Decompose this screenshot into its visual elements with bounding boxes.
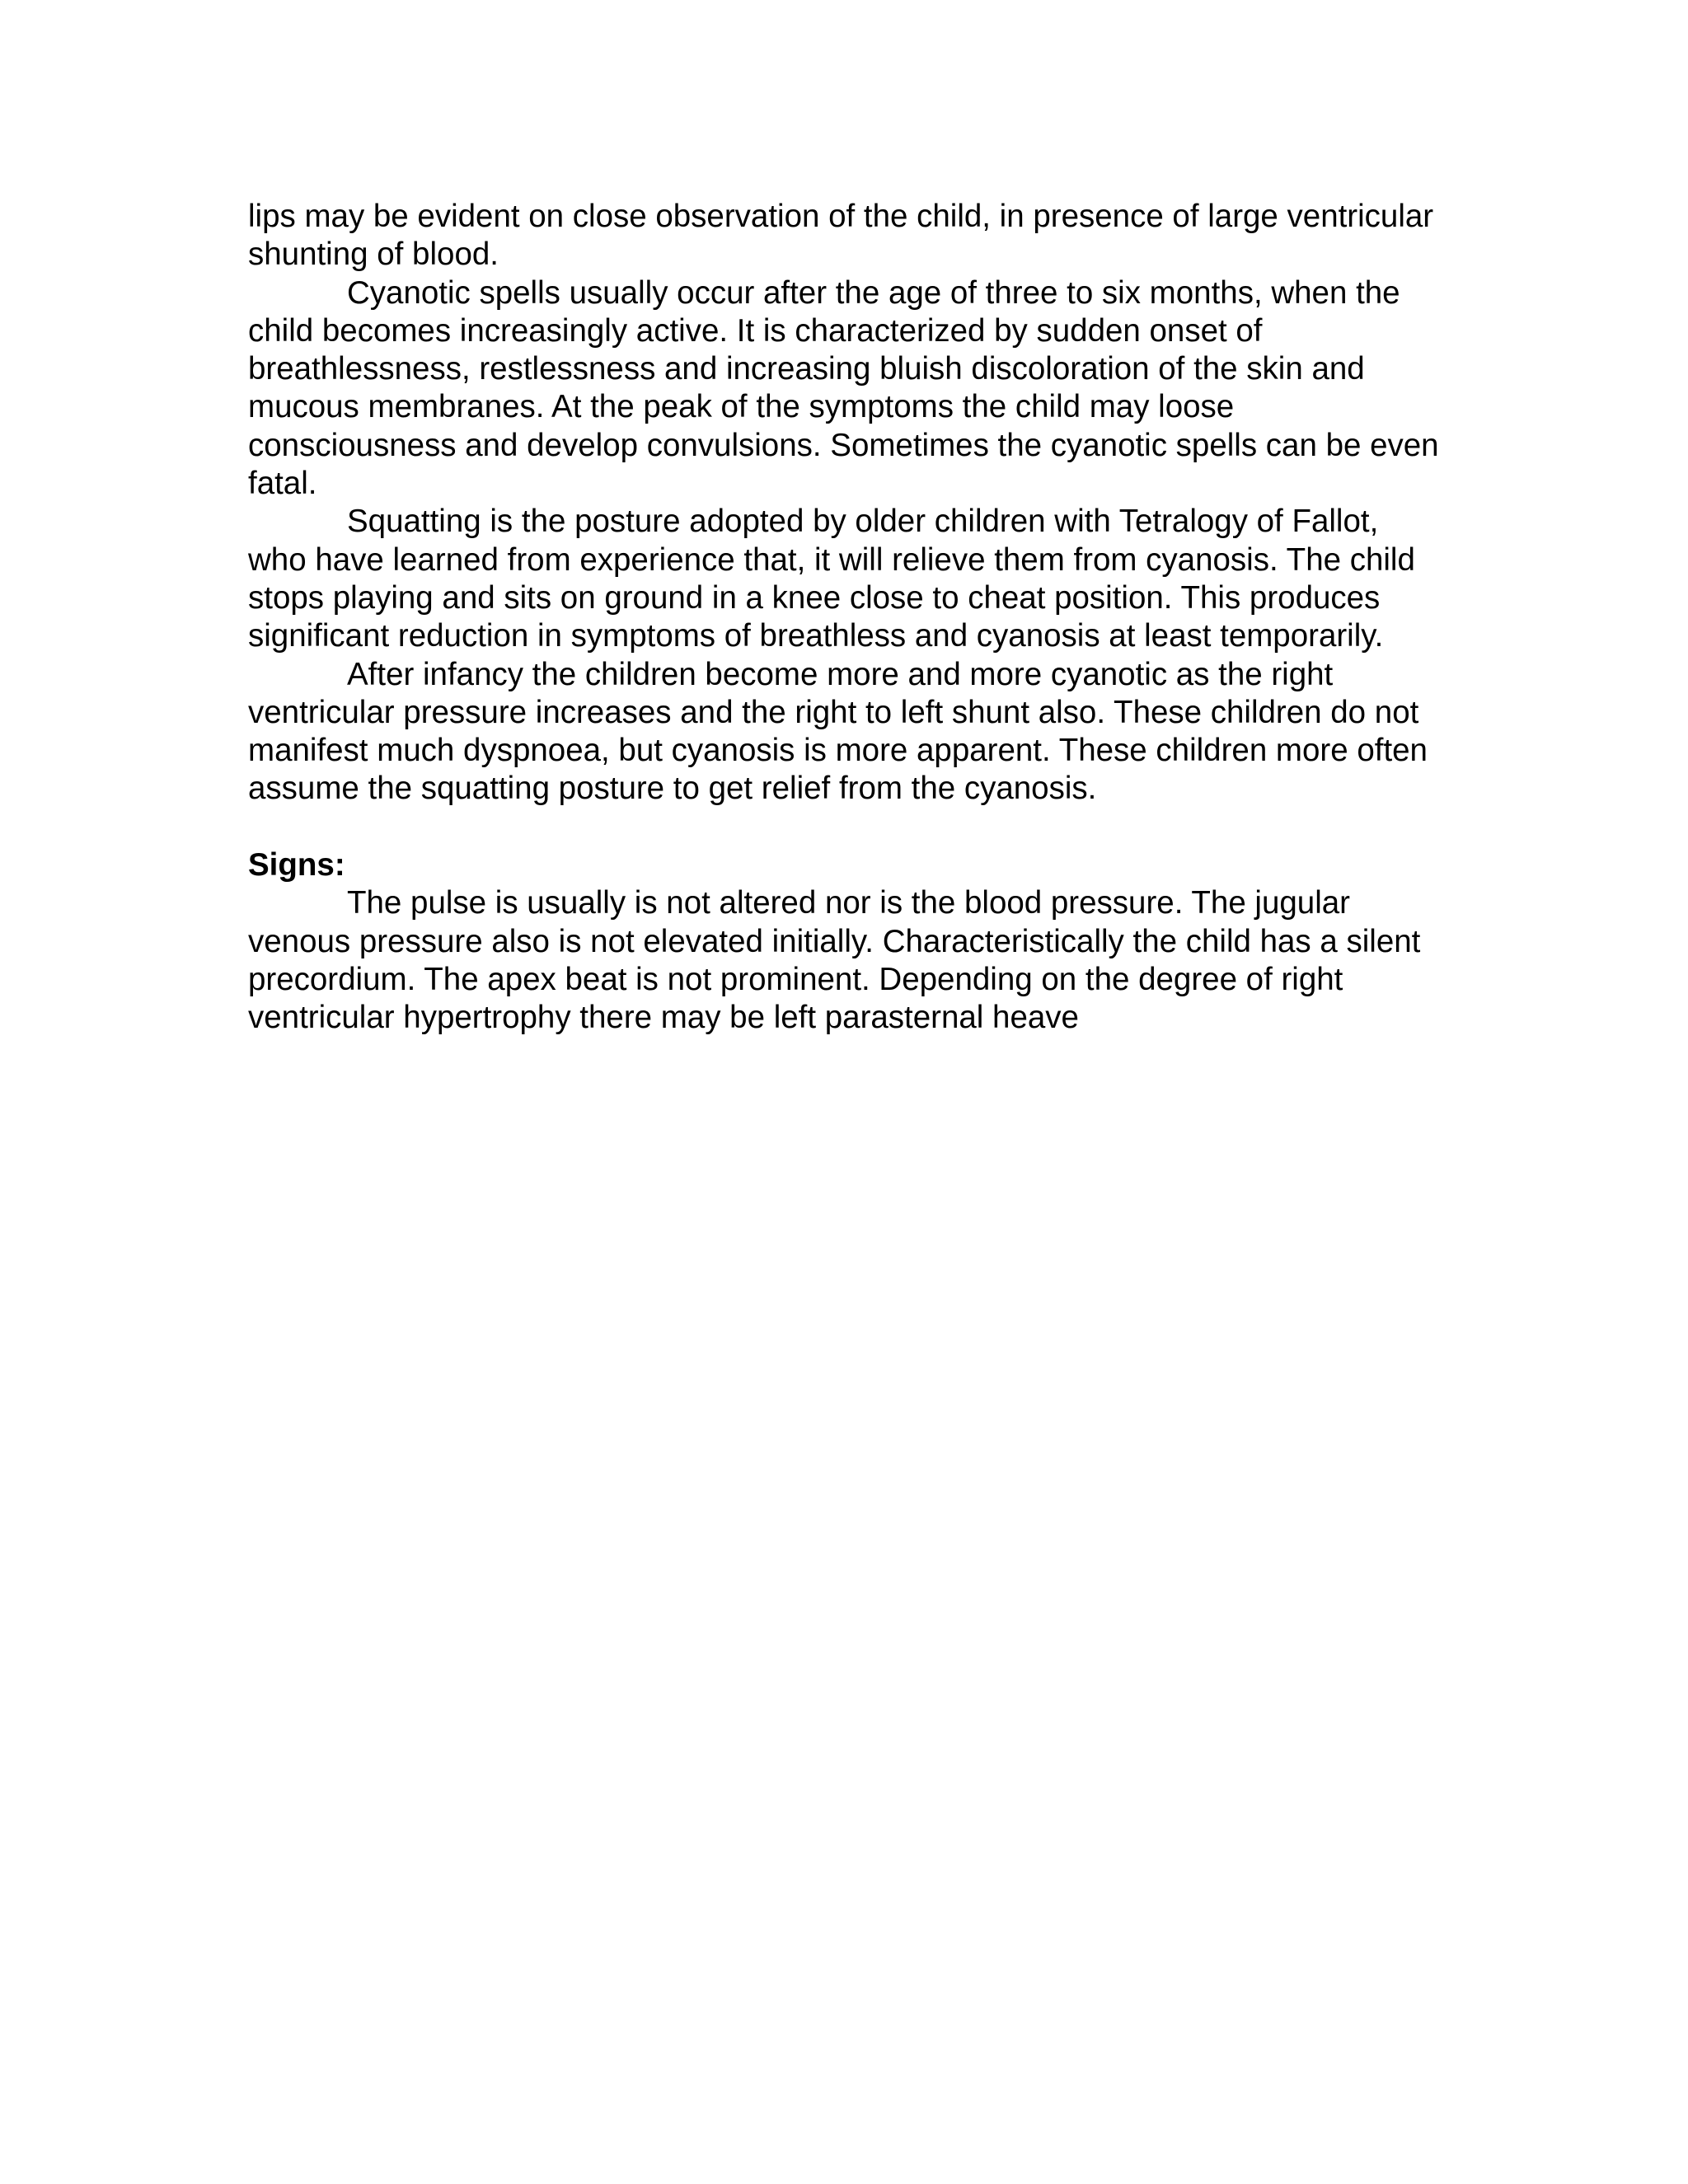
- section-heading-signs: Signs:: [248, 847, 345, 883]
- document-body: [248, 198, 1443, 1038]
- paragraph-continuation: lips may be evident on close observation of the child, in presence of large ventricular shunting of blood.: [248, 199, 1434, 273]
- paragraph-signs: The pulse is usually is not altered nor is the blood pressure. The jugular venous pressure also is not elevated initially. Characteristically the child has a silent precordium. The apex beat is not prominent. Depending on the degree of right ventricular hypertrophy there may be left parasternal heave: [248, 885, 1421, 1036]
- paragraph-after-infancy: After infancy the children become more and more cyanotic as the right ventricular pressure increases and the right to left shunt also. These children do not manifest much dyspnoea, but cyanosis is more apparent. These children more often assume the squatting posture to get relief from the cyanosis.: [248, 656, 1428, 807]
- paragraph-cyanotic-spells: Cyanotic spells usually occur after the age of three to six months, when the child becomes increasingly active. It is characterized by sudden onset of breathlessness, restlessness and increasing bluish discoloration of the skin and mucous membranes. At the peak of the symptoms the child may loose consciousness and develop convulsions. Sometimes the cyanotic spells can be even fatal.: [248, 274, 1439, 502]
- paragraph-squatting: Squatting is the posture adopted by older children with Tetralogy of Fallot, who have learned from experience that, it will relieve them from cyanosis. The child stops playing and sits on ground in a knee close to cheat position. This produces significant reduction in symptoms of breathless and cyanosis at least temporarily.: [248, 504, 1415, 654]
